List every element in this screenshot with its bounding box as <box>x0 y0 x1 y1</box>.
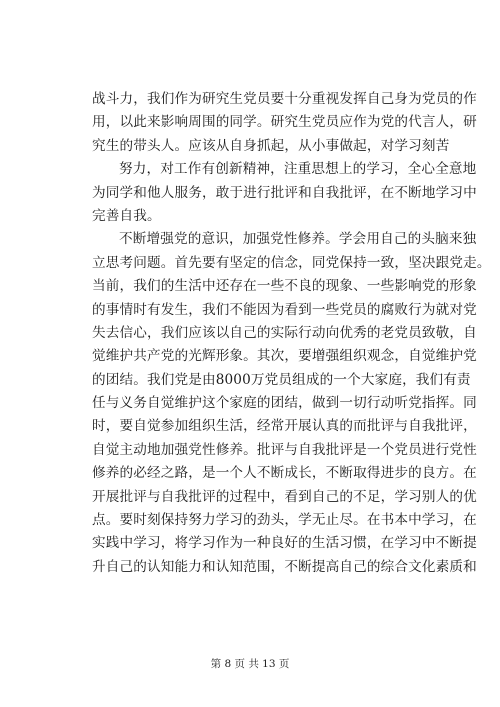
page-number-footer: 第 8 页 共 13 页 <box>210 658 290 670</box>
paragraph-first-line: 努力，对工作有创新精神，注重思想上的学习，全心全意地 <box>119 161 477 178</box>
text-line: 自觉主动地加强党性修养。批评与自我批评是一个党员进行党性 <box>92 441 477 458</box>
text-line: 修养的必经之路，是一个人不断成长，不断取得进步的良方。在 <box>92 465 477 482</box>
text-line: 开展批评与自我批评的过程中，看到自己的不足，学习别人的优 <box>92 488 477 505</box>
text-line: 觉维护共产党的光辉形象。其次，要增强组织观念，自觉维护党 <box>92 348 477 365</box>
text-line: 究生的带头人。应该从自身抓起，从小事做起，对学习刻苦 <box>92 137 450 154</box>
text-line: 任与义务自觉维护这个家庭的团结，做到一切行动听党指挥。同 <box>92 395 477 412</box>
text-line: 失去信心，我们应该以自己的实际行动向优秀的老党员致敬，自 <box>92 324 477 341</box>
text-line: 当前，我们的生活中还存在一些不良的现象、一些影响党的形象 <box>92 278 477 295</box>
text-line: 实践中学习，将学习作为一种良好的生活习惯，在学习中不断提 <box>92 535 477 552</box>
text-line: 点。要时刻保持努力学习的劲头，学无止尽。在书本中学习，在 <box>92 512 477 529</box>
text-line: 为同学和他人服务，敢于进行批评和自我批评，在不断地学习中 <box>92 184 477 201</box>
paragraph-first-line: 不断增强党的意识，加强党性修养。学会用自己的头脑来独 <box>119 231 477 248</box>
text-line: 战斗力，我们作为研究生党员要十分重视发挥自己身为党员的作 <box>92 91 477 107</box>
text-line: 用，以此来影响周围的同学。研究生党员应作为党的代言人，研 <box>92 114 477 131</box>
text-line: 时，要自觉参加组织生活，经常开展认真的而批评与自我批评， <box>92 418 477 435</box>
body-text <box>92 88 491 579</box>
text-line: 升自己的认知能力和认知范围，不断提高自己的综合文化素质和 <box>92 558 477 575</box>
text-line: 立思考问题。首先要有坚定的信念，同党保持一致，坚决跟党走。 <box>92 254 491 271</box>
paragraph-last-line: 完善自我。 <box>92 207 161 224</box>
text-line: 的团结。我们党是由8000万党员组成的一个大家庭，我们有责 <box>92 371 471 388</box>
text-line: 的事情时有发生，我们不能因为看到一些党员的腐败行为就对党 <box>92 301 477 318</box>
